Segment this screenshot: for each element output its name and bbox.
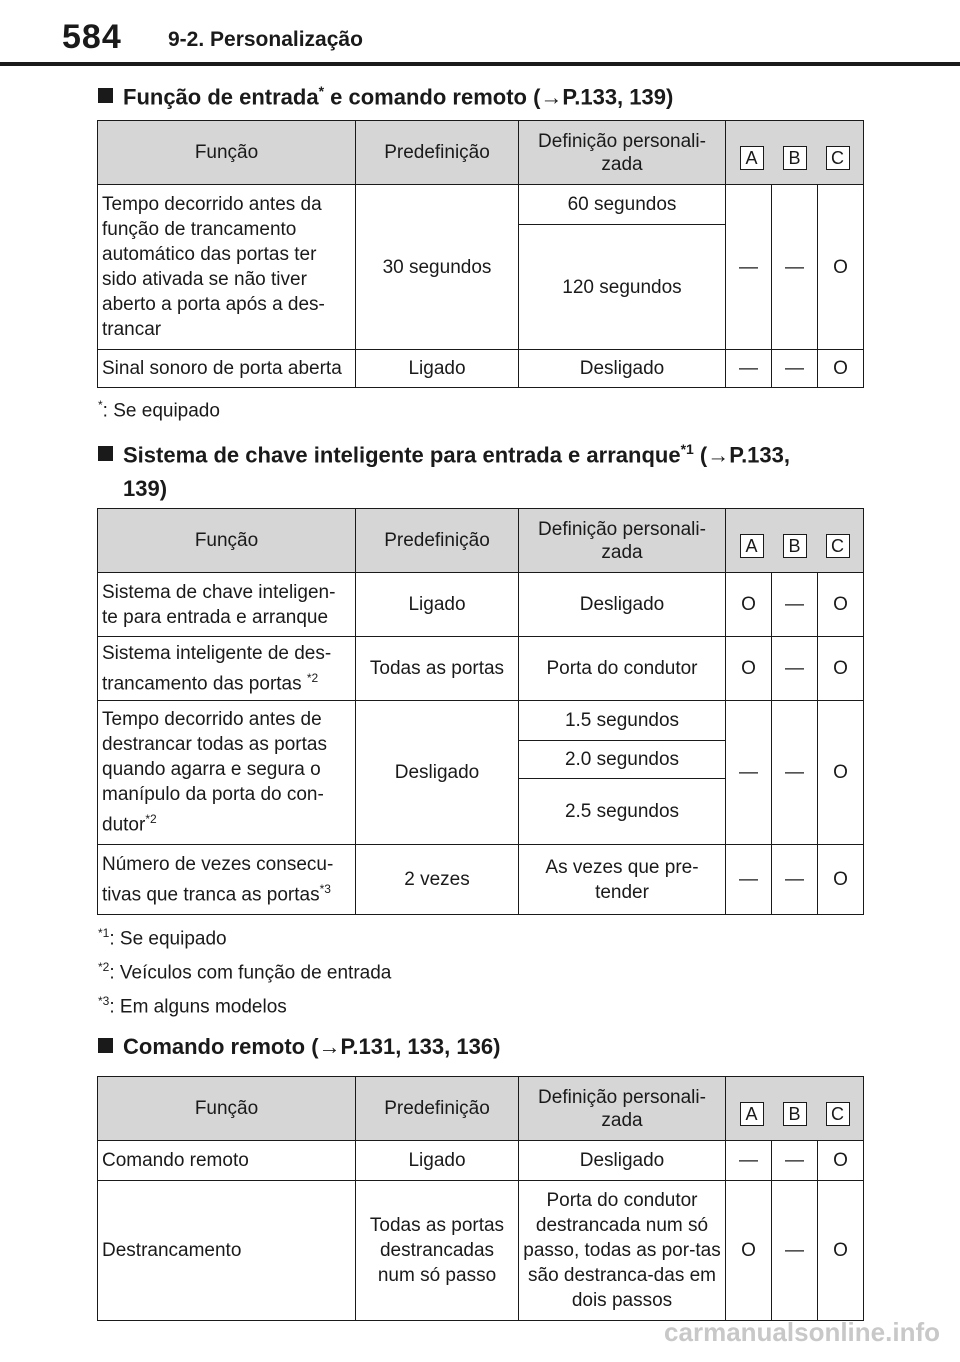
table-cell: Ligado — [356, 350, 519, 388]
table-cell: — — [726, 1141, 772, 1181]
col-header-predef: Predefinição — [356, 1077, 519, 1141]
table-cell: 2.5 segundos — [519, 779, 726, 845]
table-cell: O — [726, 573, 772, 637]
table-cell: Desligado — [519, 573, 726, 637]
heading-entry-function: Função de entrada* e comando remoto (→P.133, 139) — [98, 74, 673, 114]
bullet-square-icon — [98, 88, 113, 103]
table-cell: O — [818, 845, 864, 915]
table-cell: Ligado — [356, 573, 519, 637]
table-remote-control — [97, 1076, 864, 1321]
table-cell: Sistema de chave inteligen-te para entrada e arranque — [98, 573, 356, 637]
col-header-abc: A B C — [726, 1077, 864, 1141]
footnote: *: Se equipado — [98, 398, 220, 422]
watermark: carmanualsonline.info — [664, 1317, 940, 1347]
table-cell: O — [818, 573, 864, 637]
footnote: $^{*2}$: Veículos com função de entrada — [98, 960, 392, 984]
table-cell: — — [772, 845, 818, 915]
table-cell: Sinal sonoro de porta aberta — [98, 350, 356, 388]
table-cell: — — [772, 1141, 818, 1181]
table-cell: — — [726, 185, 772, 350]
table-cell: O — [818, 350, 864, 388]
page-header — [0, 0, 960, 66]
table-cell: O — [818, 637, 864, 701]
table-cell: Desligado — [356, 701, 519, 845]
table-cell: Porta do condutor — [519, 637, 726, 701]
table-cell: Sistema inteligente de des-trancamento das portas $^{*2}$ — [98, 637, 356, 701]
table-cell: 30 segundos — [356, 185, 519, 350]
table-cell: O — [818, 701, 864, 845]
col-header-abc: A B C — [726, 509, 864, 573]
table-cell: — — [772, 701, 818, 845]
table-cell: Tempo decorrido antes de destrancar todas as portas quando agarra e segura o manípulo da porta do con-dutor$^{*2}$ — [98, 701, 356, 845]
col-header-custom: Definição personali-zada — [519, 121, 726, 185]
col-header-funcao: Função — [98, 121, 356, 185]
bullet-square-icon — [98, 446, 113, 461]
table-cell: — — [726, 845, 772, 915]
table-cell: 120 segundos — [519, 225, 726, 350]
table-cell: 2 vezes — [356, 845, 519, 915]
table-cell: — — [726, 701, 772, 845]
header-rule — [0, 62, 960, 66]
footnote: $^{*3}$: Em alguns modelos — [98, 994, 287, 1018]
table-cell: Comando remoto — [98, 1141, 356, 1181]
col-header-predef: Predefinição — [356, 121, 519, 185]
table-cell: O — [818, 1141, 864, 1181]
table-cell: Desligado — [519, 350, 726, 388]
table-cell: 2.0 segundos — [519, 741, 726, 779]
table-cell: Ligado — [356, 1141, 519, 1181]
bullet-square-icon — [98, 1038, 113, 1053]
footnote: $^{*1}$: Se equipado — [98, 926, 227, 950]
table-cell: — — [772, 350, 818, 388]
table-entry-function — [97, 120, 864, 388]
table-cell: Todas as portas destrancadas num só passo — [356, 1181, 519, 1321]
col-header-abc: A B C — [726, 121, 864, 185]
col-header-funcao: Função — [98, 509, 356, 573]
table-cell: — — [726, 350, 772, 388]
table-cell: — — [772, 573, 818, 637]
table-cell: Destrancamento — [98, 1181, 356, 1321]
table-cell: Tempo decorrido antes da função de trancamento automático das portas ter sido ativada se não tiver aberto a porta após a des-trancar — [98, 185, 356, 350]
table-cell: Porta do condutor destrancada num só passo, todas as por-tas são destranca-das em dois passos — [519, 1181, 726, 1321]
section-title: 9-2. Personalização — [168, 28, 363, 51]
table-cell: — — [772, 637, 818, 701]
table-cell: Desligado — [519, 1141, 726, 1181]
col-header-custom: Definição personali-zada — [519, 1077, 726, 1141]
table-cell: 1.5 segundos — [519, 701, 726, 741]
table-cell: 60 segundos — [519, 185, 726, 225]
table-smart-key — [97, 508, 864, 915]
table-cell: O — [726, 1181, 772, 1321]
col-header-custom: Definição personali-zada — [519, 509, 726, 573]
table-cell: — — [772, 1181, 818, 1321]
table-cell: O — [726, 637, 772, 701]
page-number: 584 — [62, 18, 122, 56]
table-cell: Número de vezes consecu-tivas que tranca as portas$^{*3}$ — [98, 845, 356, 915]
table-cell: Todas as portas — [356, 637, 519, 701]
table-cell: — — [772, 185, 818, 350]
heading-remote-control: Comando remoto (→P.131, 133, 136) — [98, 1030, 500, 1064]
table-cell: As vezes que pre-tender — [519, 845, 726, 915]
col-header-funcao: Função — [98, 1077, 356, 1141]
heading-smart-key: Sistema de chave inteligente para entrada e arranque$^{*1}$ (→P.133, 139) — [98, 432, 790, 506]
table-cell: O — [818, 185, 864, 350]
table-cell: O — [818, 1181, 864, 1321]
col-header-predef: Predefinição — [356, 509, 519, 573]
